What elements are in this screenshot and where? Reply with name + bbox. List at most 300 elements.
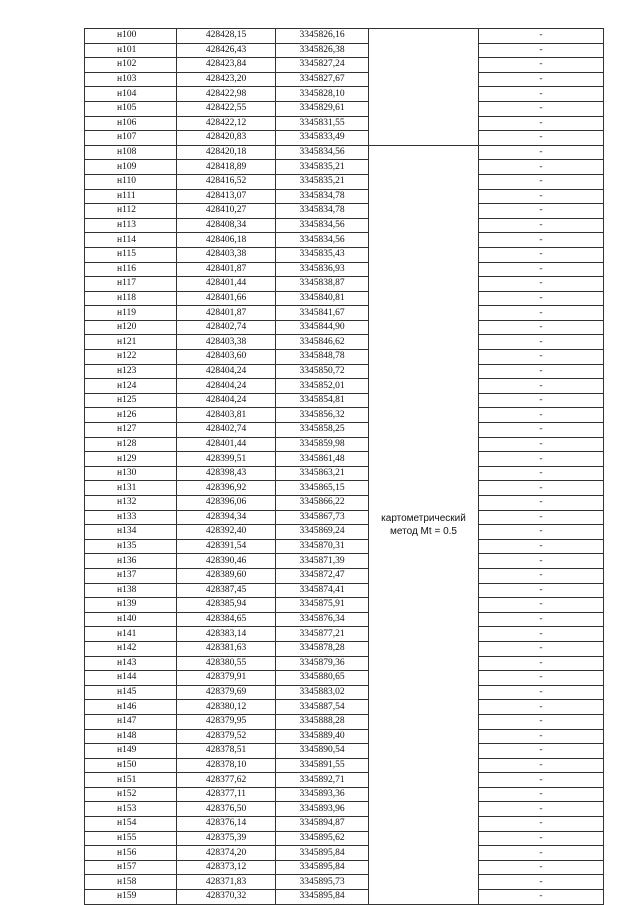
note-cell: - — [479, 510, 604, 525]
x-coordinate-cell: 428408,34 — [177, 218, 276, 233]
point-name-cell: н112 — [85, 204, 177, 219]
y-coordinate-cell: 3345828,10 — [276, 87, 369, 102]
table-row — [85, 583, 604, 598]
note-cell: - — [479, 787, 604, 802]
table-row — [85, 393, 604, 408]
y-coordinate-cell: 3345866,22 — [276, 496, 369, 511]
x-coordinate-cell: 428401,44 — [177, 277, 276, 292]
note-cell: - — [479, 116, 604, 131]
table-row — [85, 496, 604, 511]
point-name-cell: н120 — [85, 320, 177, 335]
x-coordinate-cell: 428376,50 — [177, 802, 276, 817]
y-coordinate-cell: 3345863,21 — [276, 466, 369, 481]
note-cell: - — [479, 568, 604, 583]
x-coordinate-cell: 428422,55 — [177, 101, 276, 116]
note-cell: - — [479, 525, 604, 540]
y-coordinate-cell: 3345870,31 — [276, 539, 369, 554]
point-name-cell: н159 — [85, 890, 177, 905]
y-coordinate-cell: 3345856,32 — [276, 408, 369, 423]
point-name-cell: н127 — [85, 423, 177, 438]
point-name-cell: н110 — [85, 174, 177, 189]
x-coordinate-cell: 428370,32 — [177, 890, 276, 905]
x-coordinate-cell: 428379,69 — [177, 685, 276, 700]
y-coordinate-cell: 3345893,96 — [276, 802, 369, 817]
table-row — [85, 875, 604, 890]
table-row — [85, 802, 604, 817]
x-coordinate-cell: 428426,43 — [177, 43, 276, 58]
point-name-cell: н156 — [85, 846, 177, 861]
note-cell: - — [479, 277, 604, 292]
table-row — [85, 700, 604, 715]
table-row — [85, 291, 604, 306]
y-coordinate-cell: 3345834,56 — [276, 218, 369, 233]
table-row — [85, 160, 604, 175]
x-coordinate-cell: 428428,15 — [177, 29, 276, 44]
x-coordinate-cell: 428403,38 — [177, 335, 276, 350]
x-coordinate-cell: 428401,44 — [177, 437, 276, 452]
note-cell: - — [479, 87, 604, 102]
y-coordinate-cell: 3345861,48 — [276, 452, 369, 467]
point-name-cell: н148 — [85, 729, 177, 744]
x-coordinate-cell: 428377,62 — [177, 773, 276, 788]
method-cell-top — [369, 29, 479, 146]
x-coordinate-cell: 428379,52 — [177, 729, 276, 744]
point-name-cell: н143 — [85, 656, 177, 671]
note-cell: - — [479, 656, 604, 671]
y-coordinate-cell: 3345844,90 — [276, 320, 369, 335]
x-coordinate-cell: 428406,18 — [177, 233, 276, 248]
point-name-cell: н116 — [85, 262, 177, 277]
y-coordinate-cell: 3345872,47 — [276, 568, 369, 583]
point-name-cell: н106 — [85, 116, 177, 131]
x-coordinate-cell: 428420,83 — [177, 131, 276, 146]
x-coordinate-cell: 428389,60 — [177, 568, 276, 583]
point-name-cell: н139 — [85, 598, 177, 613]
y-coordinate-cell: 3345871,39 — [276, 554, 369, 569]
x-coordinate-cell: 428403,60 — [177, 350, 276, 365]
note-cell: - — [479, 685, 604, 700]
table-row — [85, 525, 604, 540]
table-row — [85, 860, 604, 875]
point-name-cell: н107 — [85, 131, 177, 146]
table-row — [85, 72, 604, 87]
note-cell: - — [479, 101, 604, 116]
table-row — [85, 627, 604, 642]
y-coordinate-cell: 3345892,71 — [276, 773, 369, 788]
point-name-cell: н102 — [85, 58, 177, 73]
note-cell: - — [479, 189, 604, 204]
point-name-cell: н154 — [85, 817, 177, 832]
note-cell: - — [479, 700, 604, 715]
x-coordinate-cell: 428373,12 — [177, 860, 276, 875]
note-cell: - — [479, 817, 604, 832]
note-cell: - — [479, 145, 604, 160]
x-coordinate-cell: 428380,55 — [177, 656, 276, 671]
point-name-cell: н108 — [85, 145, 177, 160]
x-coordinate-cell: 428378,10 — [177, 758, 276, 773]
table-row — [85, 364, 604, 379]
table-row — [85, 247, 604, 262]
y-coordinate-cell: 3345833,49 — [276, 131, 369, 146]
x-coordinate-cell: 428394,34 — [177, 510, 276, 525]
y-coordinate-cell: 3345834,78 — [276, 204, 369, 219]
x-coordinate-cell: 428375,39 — [177, 831, 276, 846]
y-coordinate-cell: 3345836,93 — [276, 262, 369, 277]
table-row — [85, 408, 604, 423]
point-name-cell: н152 — [85, 787, 177, 802]
point-name-cell: н125 — [85, 393, 177, 408]
table-row — [85, 846, 604, 861]
x-coordinate-cell: 428404,24 — [177, 379, 276, 394]
y-coordinate-cell: 3345876,34 — [276, 612, 369, 627]
note-cell: - — [479, 437, 604, 452]
x-coordinate-cell: 428401,66 — [177, 291, 276, 306]
table-row — [85, 145, 604, 160]
note-cell: - — [479, 554, 604, 569]
x-coordinate-cell: 428403,38 — [177, 247, 276, 262]
table-row — [85, 379, 604, 394]
table-row — [85, 320, 604, 335]
table-row — [85, 671, 604, 686]
table-row — [85, 481, 604, 496]
table-row — [85, 423, 604, 438]
point-name-cell: н130 — [85, 466, 177, 481]
y-coordinate-cell: 3345869,24 — [276, 525, 369, 540]
table-row — [85, 773, 604, 788]
note-cell: - — [479, 408, 604, 423]
y-coordinate-cell: 3345895,84 — [276, 846, 369, 861]
x-coordinate-cell: 428384,65 — [177, 612, 276, 627]
point-name-cell: н122 — [85, 350, 177, 365]
x-coordinate-cell: 428410,27 — [177, 204, 276, 219]
note-cell: - — [479, 58, 604, 73]
y-coordinate-cell: 3345890,54 — [276, 744, 369, 759]
note-cell: - — [479, 320, 604, 335]
table-row — [85, 277, 604, 292]
point-name-cell: н155 — [85, 831, 177, 846]
table-row — [85, 350, 604, 365]
table-row — [85, 437, 604, 452]
x-coordinate-cell: 428391,54 — [177, 539, 276, 554]
point-name-cell: н119 — [85, 306, 177, 321]
table-row — [85, 787, 604, 802]
x-coordinate-cell: 428422,12 — [177, 116, 276, 131]
y-coordinate-cell: 3345895,84 — [276, 860, 369, 875]
point-name-cell: н133 — [85, 510, 177, 525]
x-coordinate-cell: 428403,81 — [177, 408, 276, 423]
note-cell: - — [479, 729, 604, 744]
y-coordinate-cell: 3345889,40 — [276, 729, 369, 744]
note-cell: - — [479, 423, 604, 438]
note-cell: - — [479, 379, 604, 394]
point-name-cell: н114 — [85, 233, 177, 248]
y-coordinate-cell: 3345826,16 — [276, 29, 369, 44]
note-cell: - — [479, 364, 604, 379]
point-name-cell: н129 — [85, 452, 177, 467]
table-row — [85, 890, 604, 905]
note-cell: - — [479, 393, 604, 408]
method-cell: картометрический метод Mt = 0.5 — [369, 145, 479, 904]
table-row — [85, 29, 604, 44]
table-row — [85, 744, 604, 759]
table-row — [85, 218, 604, 233]
point-name-cell: н124 — [85, 379, 177, 394]
note-cell: - — [479, 641, 604, 656]
note-cell: - — [479, 29, 604, 44]
table-row — [85, 131, 604, 146]
table-row — [85, 189, 604, 204]
x-coordinate-cell: 428379,95 — [177, 714, 276, 729]
point-name-cell: н105 — [85, 101, 177, 116]
note-cell: - — [479, 160, 604, 175]
note-cell: - — [479, 291, 604, 306]
table-row — [85, 174, 604, 189]
note-cell: - — [479, 306, 604, 321]
coordinates-table — [84, 28, 604, 905]
x-coordinate-cell: 428418,89 — [177, 160, 276, 175]
y-coordinate-cell: 3345829,61 — [276, 101, 369, 116]
y-coordinate-cell: 3345891,55 — [276, 758, 369, 773]
note-cell: - — [479, 671, 604, 686]
y-coordinate-cell: 3345835,43 — [276, 247, 369, 262]
y-coordinate-cell: 3345888,28 — [276, 714, 369, 729]
note-cell: - — [479, 744, 604, 759]
y-coordinate-cell: 3345834,56 — [276, 233, 369, 248]
y-coordinate-cell: 3345894,87 — [276, 817, 369, 832]
table-row — [85, 539, 604, 554]
x-coordinate-cell: 428383,14 — [177, 627, 276, 642]
table-row — [85, 554, 604, 569]
note-cell: - — [479, 860, 604, 875]
y-coordinate-cell: 3345878,28 — [276, 641, 369, 656]
y-coordinate-cell: 3345834,56 — [276, 145, 369, 160]
y-coordinate-cell: 3345850,72 — [276, 364, 369, 379]
point-name-cell: н138 — [85, 583, 177, 598]
point-name-cell: н100 — [85, 29, 177, 44]
table-row — [85, 612, 604, 627]
note-cell: - — [479, 233, 604, 248]
note-cell: - — [479, 831, 604, 846]
note-cell: - — [479, 612, 604, 627]
y-coordinate-cell: 3345887,54 — [276, 700, 369, 715]
x-coordinate-cell: 428385,94 — [177, 598, 276, 613]
table-row — [85, 335, 604, 350]
point-name-cell: н158 — [85, 875, 177, 890]
point-name-cell: н145 — [85, 685, 177, 700]
y-coordinate-cell: 3345880,65 — [276, 671, 369, 686]
note-cell: - — [479, 466, 604, 481]
x-coordinate-cell: 428380,12 — [177, 700, 276, 715]
point-name-cell: н151 — [85, 773, 177, 788]
point-name-cell: н134 — [85, 525, 177, 540]
table-row — [85, 204, 604, 219]
point-name-cell: н117 — [85, 277, 177, 292]
point-name-cell: н111 — [85, 189, 177, 204]
point-name-cell: н118 — [85, 291, 177, 306]
x-coordinate-cell: 428401,87 — [177, 262, 276, 277]
note-cell: - — [479, 890, 604, 905]
point-name-cell: н135 — [85, 539, 177, 554]
table-row — [85, 116, 604, 131]
y-coordinate-cell: 3345826,38 — [276, 43, 369, 58]
note-cell: - — [479, 174, 604, 189]
point-name-cell: н113 — [85, 218, 177, 233]
note-cell: - — [479, 218, 604, 233]
y-coordinate-cell: 3345835,21 — [276, 160, 369, 175]
point-name-cell: н131 — [85, 481, 177, 496]
y-coordinate-cell: 3345859,98 — [276, 437, 369, 452]
table-row — [85, 598, 604, 613]
point-name-cell: н136 — [85, 554, 177, 569]
point-name-cell: н142 — [85, 641, 177, 656]
y-coordinate-cell: 3345854,81 — [276, 393, 369, 408]
table-row — [85, 58, 604, 73]
x-coordinate-cell: 428390,46 — [177, 554, 276, 569]
table-row — [85, 729, 604, 744]
point-name-cell: н123 — [85, 364, 177, 379]
point-name-cell: н153 — [85, 802, 177, 817]
note-cell: - — [479, 583, 604, 598]
table-row — [85, 714, 604, 729]
table-row — [85, 510, 604, 525]
y-coordinate-cell: 3345846,62 — [276, 335, 369, 350]
point-name-cell: н149 — [85, 744, 177, 759]
point-name-cell: н126 — [85, 408, 177, 423]
table-row — [85, 101, 604, 116]
note-cell: - — [479, 481, 604, 496]
point-name-cell: н103 — [85, 72, 177, 87]
y-coordinate-cell: 3345895,73 — [276, 875, 369, 890]
x-coordinate-cell: 428416,52 — [177, 174, 276, 189]
table-row — [85, 452, 604, 467]
x-coordinate-cell: 428402,74 — [177, 320, 276, 335]
x-coordinate-cell: 428378,51 — [177, 744, 276, 759]
note-cell: - — [479, 773, 604, 788]
y-coordinate-cell: 3345883,02 — [276, 685, 369, 700]
y-coordinate-cell: 3345848,78 — [276, 350, 369, 365]
x-coordinate-cell: 428371,83 — [177, 875, 276, 890]
x-coordinate-cell: 428413,07 — [177, 189, 276, 204]
note-cell: - — [479, 43, 604, 58]
point-name-cell: н140 — [85, 612, 177, 627]
note-cell: - — [479, 350, 604, 365]
x-coordinate-cell: 428404,24 — [177, 393, 276, 408]
y-coordinate-cell: 3345840,81 — [276, 291, 369, 306]
point-name-cell: н141 — [85, 627, 177, 642]
note-cell: - — [479, 496, 604, 511]
table-row — [85, 758, 604, 773]
point-name-cell: н132 — [85, 496, 177, 511]
x-coordinate-cell: 428377,11 — [177, 787, 276, 802]
note-cell: - — [479, 875, 604, 890]
y-coordinate-cell: 3345827,24 — [276, 58, 369, 73]
note-cell: - — [479, 802, 604, 817]
y-coordinate-cell: 3345875,91 — [276, 598, 369, 613]
x-coordinate-cell: 428396,06 — [177, 496, 276, 511]
y-coordinate-cell: 3345831,55 — [276, 116, 369, 131]
x-coordinate-cell: 428422,98 — [177, 87, 276, 102]
x-coordinate-cell: 428423,84 — [177, 58, 276, 73]
table-row — [85, 831, 604, 846]
coordinates-table-body — [85, 29, 604, 905]
point-name-cell: н157 — [85, 860, 177, 875]
point-name-cell: н115 — [85, 247, 177, 262]
note-cell: - — [479, 131, 604, 146]
x-coordinate-cell: 428381,63 — [177, 641, 276, 656]
point-name-cell: н147 — [85, 714, 177, 729]
y-coordinate-cell: 3345893,36 — [276, 787, 369, 802]
note-cell: - — [479, 598, 604, 613]
table-row — [85, 685, 604, 700]
y-coordinate-cell: 3345879,36 — [276, 656, 369, 671]
y-coordinate-cell: 3345827,67 — [276, 72, 369, 87]
note-cell: - — [479, 452, 604, 467]
table-row — [85, 233, 604, 248]
y-coordinate-cell: 3345835,21 — [276, 174, 369, 189]
note-cell: - — [479, 714, 604, 729]
x-coordinate-cell: 428392,40 — [177, 525, 276, 540]
y-coordinate-cell: 3345895,84 — [276, 890, 369, 905]
note-cell: - — [479, 72, 604, 87]
x-coordinate-cell: 428404,24 — [177, 364, 276, 379]
point-name-cell: н150 — [85, 758, 177, 773]
x-coordinate-cell: 428376,14 — [177, 817, 276, 832]
point-name-cell: н137 — [85, 568, 177, 583]
y-coordinate-cell: 3345858,25 — [276, 423, 369, 438]
note-cell: - — [479, 262, 604, 277]
x-coordinate-cell: 428379,91 — [177, 671, 276, 686]
table-row — [85, 466, 604, 481]
table-row — [85, 656, 604, 671]
note-cell: - — [479, 247, 604, 262]
x-coordinate-cell: 428398,43 — [177, 466, 276, 481]
point-name-cell: н121 — [85, 335, 177, 350]
x-coordinate-cell: 428374,20 — [177, 846, 276, 861]
y-coordinate-cell: 3345877,21 — [276, 627, 369, 642]
point-name-cell: н144 — [85, 671, 177, 686]
y-coordinate-cell: 3345838,87 — [276, 277, 369, 292]
table-row — [85, 641, 604, 656]
point-name-cell: н128 — [85, 437, 177, 452]
note-cell: - — [479, 846, 604, 861]
y-coordinate-cell: 3345834,78 — [276, 189, 369, 204]
y-coordinate-cell: 3345841,67 — [276, 306, 369, 321]
x-coordinate-cell: 428420,18 — [177, 145, 276, 160]
table-row — [85, 306, 604, 321]
y-coordinate-cell: 3345895,62 — [276, 831, 369, 846]
x-coordinate-cell: 428402,74 — [177, 423, 276, 438]
note-cell: - — [479, 335, 604, 350]
x-coordinate-cell: 428423,20 — [177, 72, 276, 87]
y-coordinate-cell: 3345874,41 — [276, 583, 369, 598]
y-coordinate-cell: 3345865,15 — [276, 481, 369, 496]
note-cell: - — [479, 627, 604, 642]
table-row — [85, 262, 604, 277]
table-row — [85, 87, 604, 102]
table-row — [85, 568, 604, 583]
table-row — [85, 43, 604, 58]
note-cell: - — [479, 758, 604, 773]
x-coordinate-cell: 428399,51 — [177, 452, 276, 467]
y-coordinate-cell: 3345867,73 — [276, 510, 369, 525]
note-cell: - — [479, 204, 604, 219]
table-row — [85, 817, 604, 832]
x-coordinate-cell: 428401,87 — [177, 306, 276, 321]
note-cell: - — [479, 539, 604, 554]
x-coordinate-cell: 428387,45 — [177, 583, 276, 598]
point-name-cell: н101 — [85, 43, 177, 58]
point-name-cell: н104 — [85, 87, 177, 102]
